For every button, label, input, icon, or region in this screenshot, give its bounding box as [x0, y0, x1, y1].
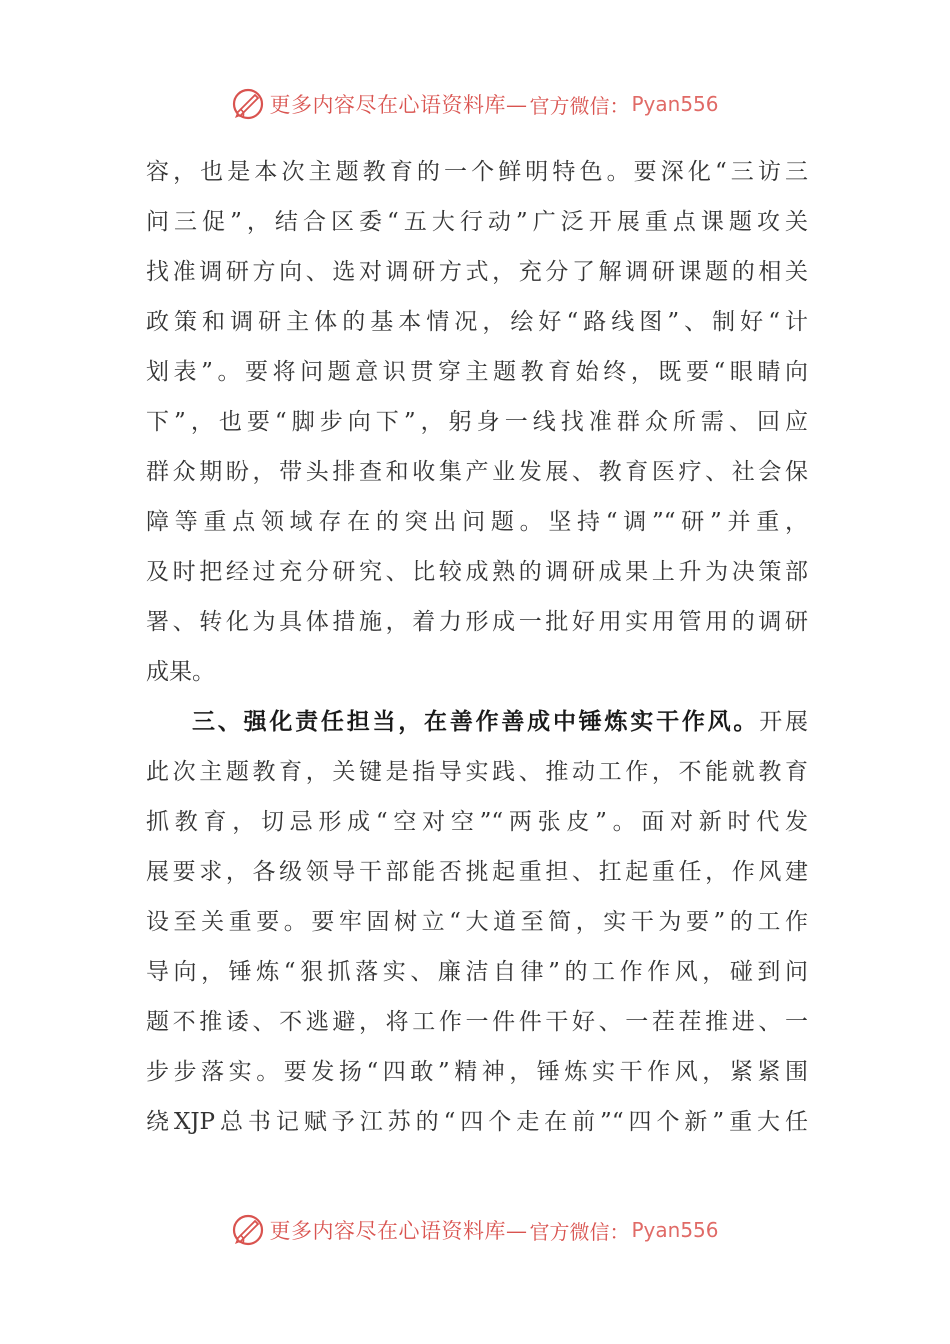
body-line: 绕XJP总书记赋予江苏的“四个走在前”“四个新”重大任 [146, 1109, 808, 1135]
document-body [146, 147, 808, 1147]
body-line: 展要求，各级领导干部能否挑起重担、扛起重任，作风建 [146, 859, 808, 885]
footer-watermark [0, 1210, 950, 1250]
body-line: 下”，也要“脚步向下”，躬身一线找准群众所需、回应 [146, 409, 808, 435]
header-watermark [0, 84, 950, 124]
body-line: 设至关重要。要牢固树立“大道至简，实干为要”的工作 [146, 909, 808, 935]
pen-logo-icon [231, 87, 265, 121]
section-3-heading: 三、强化责任担当，在善作善成中锤炼实干作风。 [192, 708, 760, 735]
body-line: 成果。 [146, 659, 215, 685]
watermark-wechat-id: Pyan556 [631, 92, 719, 116]
body-line: 划表”。要将问题意识贯穿主题教育始终，既要“眼睛向 [146, 359, 808, 385]
body-line: 找准调研方向、选对调研方式，充分了解调研课题的相关 [146, 259, 808, 285]
body-line: 抓教育，切忌形成“空对空”“两张皮”。面对新时代发 [146, 809, 808, 835]
pen-logo-icon [231, 1213, 265, 1247]
body-line: 群众期盼，带头排查和收集产业发展、教育医疗、社会保 [146, 459, 808, 485]
body-line: 此次主题教育，关键是指导实践、推动工作，不能就教育 [146, 759, 808, 785]
section-3-first-tail: 开展 [759, 709, 809, 735]
watermark-label: 官方微信： [529, 1219, 630, 1244]
body-line: 障等重点领域存在的突出问题。坚持“调”“研”并重， [146, 509, 808, 535]
watermark-label: 官方微信： [529, 93, 630, 118]
body-line: 题不推诿、不逃避，将工作一件件干好、一茬茬推进、一 [146, 1009, 808, 1035]
body-line: 及时把经过充分研究、比较成熟的调研成果上升为决策部 [146, 559, 808, 585]
body-line: 容，也是本次主题教育的一个鲜明特色。要深化“三访三 [146, 159, 808, 185]
body-line: 导向，锤炼“狠抓落实、廉洁自律”的工作作风，碰到问 [146, 959, 808, 985]
watermark-wechat-id: Pyan556 [631, 1218, 719, 1242]
body-line: 署、转化为具体措施，着力形成一批好用实用管用的调研 [146, 609, 808, 635]
section-3-first-line [146, 697, 808, 747]
body-line: 问三促”，结合区委“五大行动”广泛开展重点课题攻关 [146, 209, 808, 235]
body-line: 步步落实。要发扬“四敢”精神，锤炼实干作风，紧紧围 [146, 1059, 808, 1085]
watermark-text: 更多内容尽在心语资料库— [269, 93, 528, 117]
body-line: 政策和调研主体的基本情况，绘好“路线图”、制好“计 [146, 309, 808, 335]
watermark-text: 更多内容尽在心语资料库— [269, 1219, 528, 1243]
